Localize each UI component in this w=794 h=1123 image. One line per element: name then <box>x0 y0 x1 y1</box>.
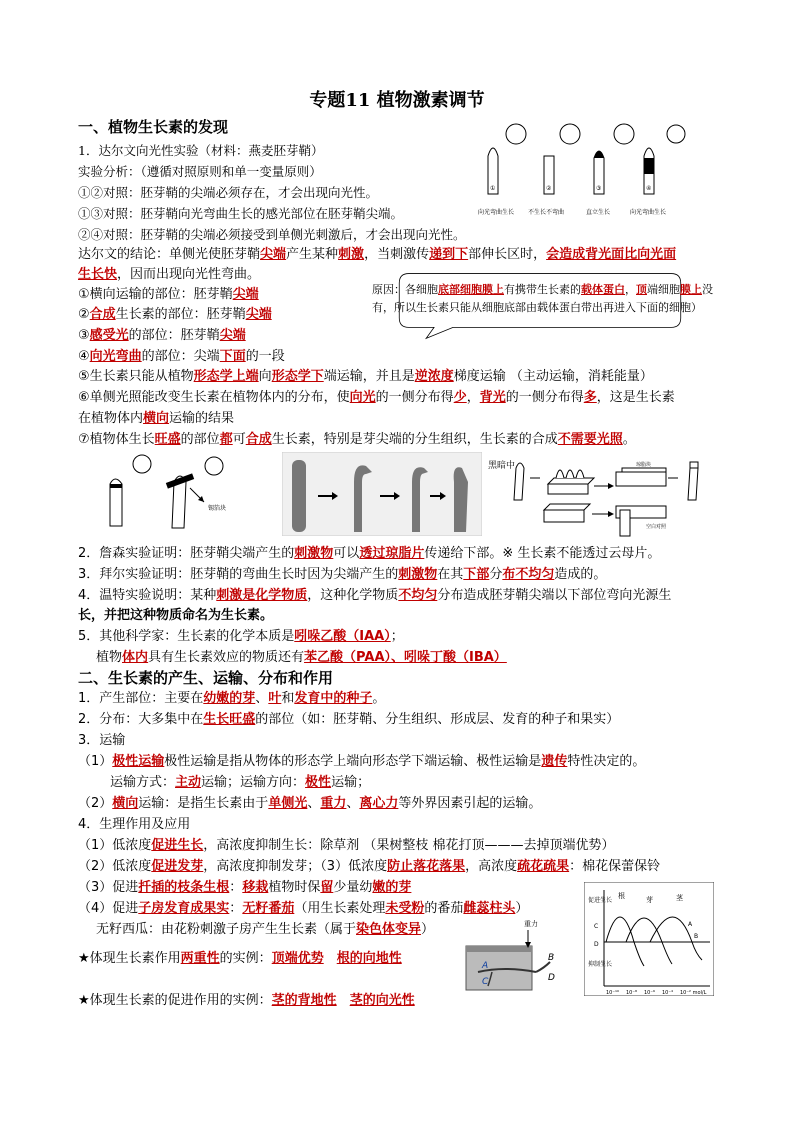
page-title: 专题11 植物激素调节 <box>309 90 485 111</box>
darwin-figure <box>476 118 686 222</box>
svg-text:③: ③ <box>596 185 602 192</box>
transport-mode: 运输方式：主动运输；运输方向：极性运输； <box>110 775 371 790</box>
line-compare-24: ②④对照：胚芽鞘的尖端必须接受到单侧光刺激后，才会出现向光性。 <box>78 227 466 242</box>
went-line-2: 长，并把这种物质命名为生长素。 <box>78 608 274 623</box>
point-1: ①横向运输的部位：胚芽鞘尖端 <box>78 287 259 302</box>
coleoptile-1 <box>488 124 526 194</box>
xtick-5: 10⁻² mol/L <box>680 990 707 996</box>
svg-text:①: ① <box>490 185 496 192</box>
other-scientists: 5．其他科学家：生长素的化学本质是吲哚乙酸（IAA）； <box>78 629 404 644</box>
callout-text: 原因：各细胞底部细胞膜上有携带生长素的载体蛋白，顶端细胞膜上没有，所以生长素只能从细胞底部由载体蛋白带出再进入下面的细胞） <box>372 283 713 314</box>
gravity-figure <box>464 916 584 994</box>
svg-text:④: ④ <box>646 185 652 192</box>
coleoptile-3 <box>594 124 634 194</box>
gravity-label: 重力 <box>524 920 538 928</box>
paal-line: 3．拜尔实验证明：胚芽鞘的弯曲生长时因为尖端产生的刺激物在其下部分布不均匀造成的。 <box>78 567 607 582</box>
point-d: D <box>548 973 555 983</box>
point-6b: 在植物体内横向运输的结果 <box>78 411 235 426</box>
other-auxins: 植物体内具有生长素效应的物质还有苯乙酸（PAA）、吲哚丁酸（IBA） <box>96 650 507 665</box>
curve-point-a: A <box>688 921 693 928</box>
point-a: A <box>482 961 489 971</box>
point-3: ③感受光的部位：胚芽鞘尖端 <box>78 328 246 343</box>
point-6a: ⑥单侧光照能改变生长素在植物体内的分布，使向光的一侧分布得少，背光的一侧分布得多，这是生长素 <box>78 390 675 405</box>
ylabel-promote: 促进生长 <box>588 897 613 904</box>
curve-stem: 茎 <box>676 894 683 902</box>
line-compare-12: ①②对照：胚芽鞘的尖端必须存在，才会出现向光性。 <box>78 185 379 200</box>
coleoptile-2 <box>544 124 580 194</box>
fig1-label-1: 向光弯曲生长 <box>478 209 515 216</box>
point-4: ④向光弯曲的部位：尖端下面的一段 <box>78 349 285 364</box>
polar-transport: （1）极性运输极性运输是指从物体的形态学上端向形态学下端运输、极性运输是遗传特性决定的。 <box>78 754 646 769</box>
effect-4: （4）促进子房发育成果实：无籽番茄（用生长素处理未受粉的番茄雌蕊柱头） <box>78 901 529 916</box>
point-b: B <box>548 953 555 963</box>
line-darwin-exp: 1．达尔文向光性实验（材料：燕麦胚芽鞘） <box>78 143 324 158</box>
transport-heading: 3．运输 <box>78 733 126 748</box>
xtick-1: 10⁻¹⁰ <box>606 990 620 996</box>
effect-3: （3）促进扦插的枝条生根：移栽植物时保留少量幼嫩的芽 <box>78 880 412 895</box>
seedless-watermelon: 无籽西瓜：由花粉刺激子房产生生长素（属于染色体变异） <box>96 922 435 937</box>
curve-point-b: B <box>694 933 699 940</box>
fig1-label-2: 不生长不弯曲 <box>528 209 565 216</box>
section1-heading: 一、植物生长素的发现 <box>78 118 229 136</box>
curve-root: 根 <box>618 892 625 900</box>
curve-bud: 芽 <box>646 896 653 904</box>
control-label: 空白对照 <box>646 524 667 530</box>
star-promote-effect: ★体现生长素的促进作用的实例：茎的背地性 茎的向光性 <box>78 993 415 1008</box>
coleoptile-4 <box>644 125 685 194</box>
xtick-4: 10⁻⁴ <box>662 990 674 996</box>
svg-text:②: ② <box>546 185 552 192</box>
point-c: C <box>482 977 489 987</box>
production-site: 1．产生部位：主要在幼嫩的芽、叶和发育中的种子。 <box>78 691 386 706</box>
effect-1: （1）低浓度促进生长，高浓度抑制生长：除草剂 （果树整枝 棉花打顶———去掉顶端优势） <box>78 838 615 853</box>
darwin-conclusion-2: 生长快，因而出现向光性弯曲。 <box>78 267 261 282</box>
went-line-1: 4．温特实验说明：某种刺激是化学物质，这种化学物质不均匀分布造成胚芽鞘尖端以下部位弯向光源生 <box>78 588 672 603</box>
ylabel-inhibit: 抑制生长 <box>588 961 613 968</box>
foil-cap-figure <box>100 448 230 538</box>
line-compare-13: ①③对照：胚芽鞘向光弯曲生长的感光部位在胚芽鞘尖端。 <box>78 206 404 221</box>
went-figure <box>508 448 716 540</box>
line-analysis: 实验分析：（遵循对照原则和单一变量原则） <box>78 164 322 179</box>
point-5: ⑤生长素只能从植物形态学上端向形态学下端运输，并且是逆浓度梯度运输 （主动运输，消耗能量） <box>78 369 653 384</box>
jensen-line: 2．詹森实验证明：胚芽鞘尖端产生的刺激物可以透过琼脂片传递给下部。※ 生长素不能透过云母片。 <box>78 546 661 561</box>
lateral-transport: （2）横向运输：是指生长素由于单侧光、重力、离心力等外界因素引起的运输。 <box>78 796 542 811</box>
distribution: 2．分布：大多集中在生长旺盛的部位（如：胚芽鞘、分生组织、形成层、发育的种子和果实） <box>78 712 620 727</box>
point-7: ⑦植物体生长旺盛的部位都可合成生长素，特别是芽尖端的分生组织，生长素的合成不需要光照。 <box>78 432 636 447</box>
boysen-jensen-figure <box>282 452 482 536</box>
dark-label: 黑暗中 <box>488 461 516 471</box>
physiology-heading: 4．生理作用及应用 <box>78 817 191 832</box>
xtick-2: 10⁻⁸ <box>626 990 638 996</box>
darwin-conclusion-1: 达尔文的结论：单侧光使胚芽鞘尖端产生某种刺激，当刺激传递到下部伸长区时，会造成背光面比向光面 <box>78 247 677 262</box>
fig1-label-4: 向光弯曲生长 <box>630 209 667 216</box>
agar-label: 琼脂块 <box>636 462 652 468</box>
fig1-label-3: 直立生长 <box>586 209 611 216</box>
auxin-curve-figure <box>584 882 714 996</box>
xtick-3: 10⁻⁶ <box>644 990 656 996</box>
curve-point-c: C <box>594 923 599 930</box>
point-2: ②合成生长素的部位：胚芽鞘尖端 <box>78 307 272 322</box>
star-dual-effect: ★体现生长素作用两重性的实例：顶端优势 根的向地性 <box>78 951 402 966</box>
curve-point-d: D <box>594 941 599 948</box>
foil-label: 锡箔块 <box>208 505 227 512</box>
section2-heading: 二、生长素的产生、运输、分布和作用 <box>78 669 334 687</box>
effect-2: （2）低浓度促进发芽，高浓度抑制发芽；（3）低浓度防止落花落果，高浓度疏花疏果：棉花保蕾保铃 <box>78 859 661 874</box>
